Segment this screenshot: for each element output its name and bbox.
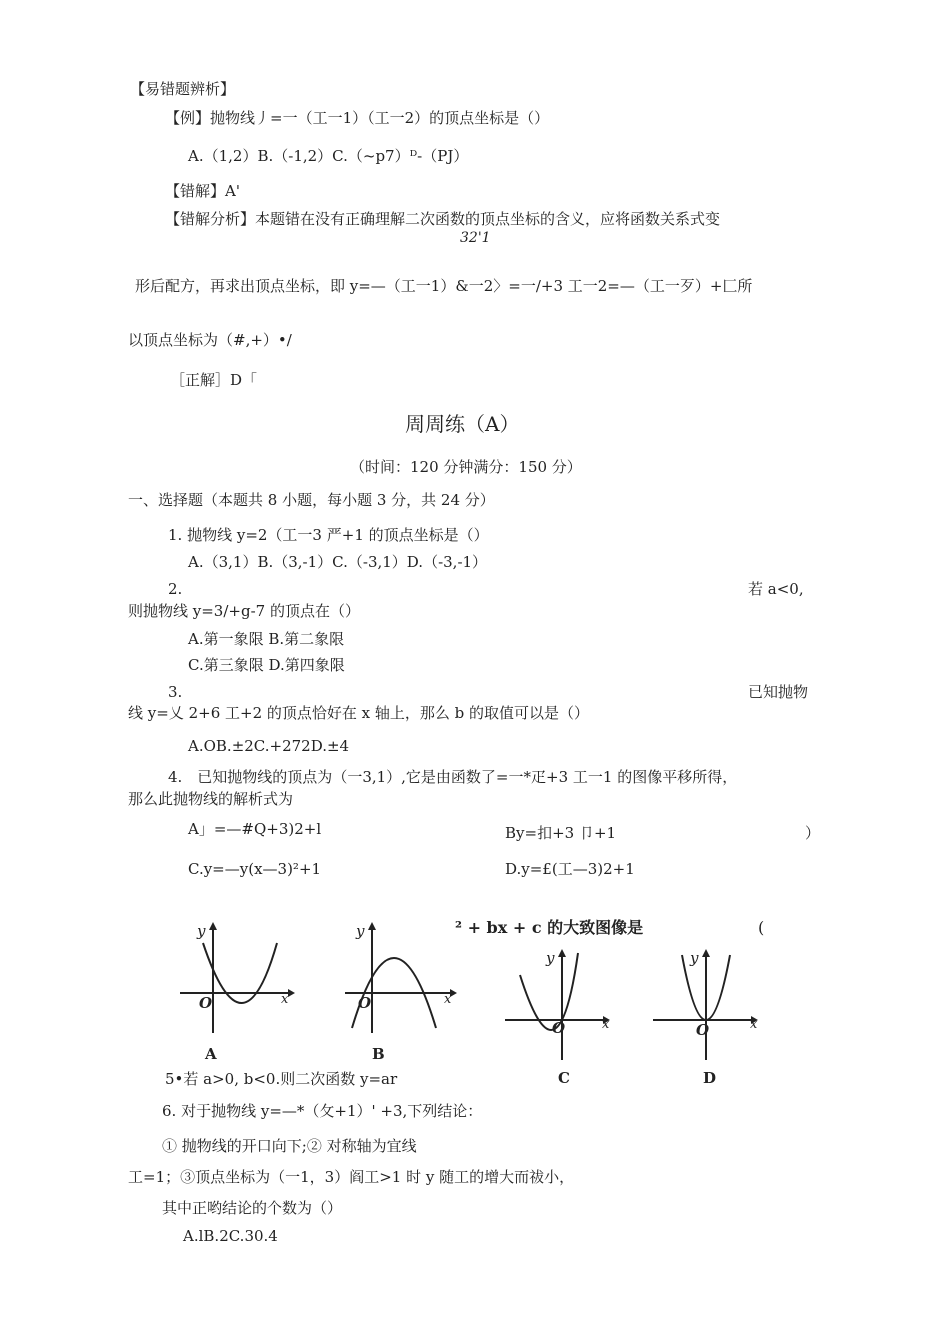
- question-4-option-b: By=扣+3 卩+1: [505, 824, 617, 842]
- question-3-options: A.OB.±2C.+272D.±4: [188, 737, 350, 755]
- question-6-text: 6. 对于抛物线 y=—*（攵+1）' +3,下列结论：: [162, 1102, 483, 1120]
- exam-time-info: （时间：120 分钟满分：150 分）: [350, 458, 582, 476]
- question-4-continuation: 那么此抛物线的解析式为: [128, 790, 294, 808]
- question-4-option-d: D.y=£(工—3)2+1: [505, 860, 635, 878]
- y-axis-label: y: [690, 949, 699, 967]
- question-1: 1. 抛物线 y=2（工一3 严+1 的顶点坐标是（）: [168, 526, 489, 544]
- analysis-continuation: 形后配方，再求出顶点坐标，即 y=—（工一1）&一2〉=一/+3 工一2=—（工一歹）+匚所: [135, 277, 753, 295]
- question-2-options-ab: A.第一象限 B.第二象限: [188, 630, 345, 648]
- question-6-statements: ① 抛物线的开口向下;② 对称轴为宜线: [162, 1137, 417, 1155]
- graph-label: A: [205, 1045, 217, 1063]
- question-4-option-a: A」=—#Q+3)2+l: [188, 820, 322, 838]
- question-2-number: 2.: [168, 580, 183, 598]
- x-axis-label: x: [281, 992, 289, 1007]
- graph-label: D: [703, 1069, 717, 1087]
- x-axis-label: x: [444, 992, 452, 1007]
- origin-label: O: [552, 1019, 566, 1037]
- origin-label: O: [199, 994, 213, 1012]
- vertex-result: 以顶点坐标为（#,+）•/: [128, 331, 292, 349]
- wrong-answer-analysis: 【错解分析】本题错在没有正确理解二次函数的顶点坐标的含义，应将函数关系式变: [165, 210, 721, 228]
- example-options: A.（1,2）B.（-1,2）C.（~p7）ᴰ-（PJ）: [188, 147, 469, 165]
- section-choice-heading: 一、选择题（本题共 8 小题，每小题 3 分，共 24 分）: [128, 491, 495, 509]
- question-4-option-c: C.y=—y(x—3)²+1: [188, 860, 322, 878]
- question-5-text-fragment: ² + bx + c 的大致图像是: [455, 918, 644, 937]
- y-arrow-icon: [209, 922, 217, 930]
- x-axis-label: x: [750, 1017, 758, 1032]
- example-question: 【例】抛物线丿=一（工一1）（工一2）的顶点坐标是（）: [165, 109, 550, 127]
- question-3-text: 线 y=乂 2+6 工+2 的顶点恰好在 x 轴上，那么 b 的取值可以是（）: [128, 704, 590, 722]
- question-3-lead: 已知抛物: [748, 683, 809, 701]
- graph-label: C: [558, 1069, 570, 1087]
- graph-a-plot: [175, 918, 295, 1063]
- correct-answer: ［正解］D「: [170, 371, 258, 389]
- question-4-paren: ）: [805, 824, 821, 842]
- y-arrow-icon: [558, 949, 566, 957]
- graph-label: B: [372, 1045, 385, 1063]
- y-arrow-icon: [368, 922, 376, 930]
- x-arrow-icon: [288, 989, 295, 997]
- question-5-paren: (: [758, 918, 765, 937]
- graph-d: [648, 945, 768, 1090]
- wrong-answer: 【错解】A': [165, 182, 240, 200]
- question-2-text: 则抛物线 y=3/+g-7 的顶点在（）: [128, 602, 360, 620]
- x-axis-label: x: [602, 1017, 610, 1032]
- origin-label: O: [696, 1021, 710, 1039]
- section-heading-error-analysis: 【易错题辨析】: [130, 80, 236, 98]
- y-axis-label: y: [197, 922, 206, 940]
- question-6-prompt: 其中正哟结论的个数为（）: [162, 1199, 343, 1217]
- question-1-options: A.（3,1）B.（3,-1）C.（-3,1）D.（-3,-1）: [188, 553, 488, 571]
- question-5-text: 5•若 a>0, b<0.则二次函数 y=ar: [165, 1070, 398, 1088]
- y-axis-label: y: [356, 922, 365, 940]
- graph-c: [500, 945, 620, 1090]
- page-title: 周周练（A）: [405, 412, 520, 436]
- origin-label: O: [358, 994, 372, 1012]
- graph-a: [175, 918, 295, 1063]
- question-2-condition: 若 a<0,: [748, 580, 804, 598]
- question-3-number: 3.: [168, 683, 183, 701]
- question-6-statements-continued: 工=1；③顶点坐标为（一1，3）阎工>1 时 y 随工的增大而祓小，: [128, 1168, 575, 1186]
- question-6-options: A.lB.2C.30.4: [183, 1227, 278, 1245]
- graph-b: [340, 918, 460, 1063]
- question-2-options-cd: C.第三象限 D.第四象限: [188, 656, 345, 674]
- y-arrow-icon: [702, 949, 710, 957]
- question-4-text: 4. 已知抛物线的顶点为（一3,1）,它是由函数了=一*疋+3 工一1 的图像平移所得，: [168, 768, 738, 786]
- y-axis-label: y: [546, 949, 555, 967]
- formula-fragment: 32'1: [460, 230, 491, 246]
